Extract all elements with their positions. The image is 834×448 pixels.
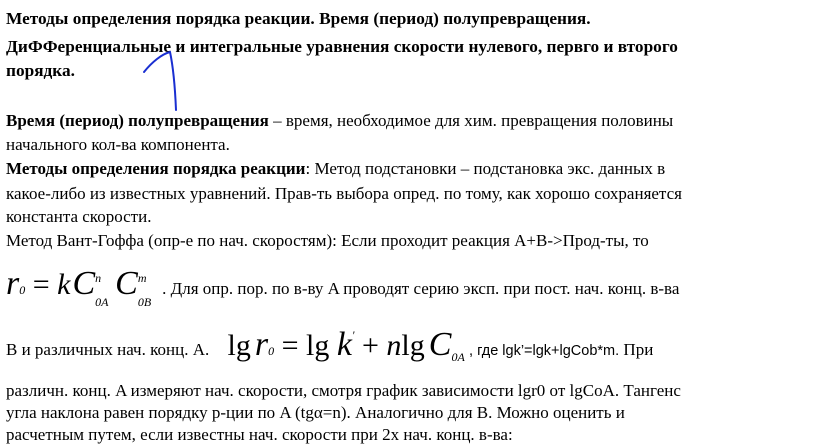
formula-2-lg2: lg [401,329,425,362]
formula-1-sup-m: m [137,271,147,286]
p3-line-5: угла наклона равен порядку р-ции по A (tgα=n). Аналогично для B. Можно оценить и [6,403,625,422]
formula-2-plus: + [354,329,387,362]
p3-line-4: различн. конц. A измеряют нач. скорости, смотря график зависимости lgr0 от lgCoA. Тангенс [6,381,681,400]
formula-1-c-a: C [72,265,96,302]
formula-2-r: r [254,326,269,363]
formula-2-after-small: , где lgk’=lgk+lgCob*m. [469,343,620,359]
formula-2-after: При [619,340,654,359]
formula-1-c-b: C [115,265,138,302]
title-line-3: порядка. [6,61,75,80]
formula-2-lg1: lg [227,329,251,362]
formula-2-n: n [386,329,402,362]
p2-line-1 [6,158,665,179]
formula-2-eq: = lg [274,329,337,362]
p3-line-6: расчетным путем, если известны нач. скорости при 2х нач. конц. в-ва: [6,425,513,444]
formula-1-r-sub: 0 [19,283,26,297]
title-line-1: Методы определения порядка реакции. Время (период) полупревращения. [6,9,591,28]
pen-annotation-mark [140,46,200,116]
formula-2-line [6,322,653,368]
formula-1-sup-n: n [95,271,102,286]
formula-1-k: k [57,268,71,301]
formula-2-k-prime: ' [351,328,355,342]
p2-term: Методы определения порядка реакции [6,159,306,178]
p2-line-2: какое-либо из известных уравнений. Прав-ть выбора опред. по тому, как хорошо сохраняется [6,184,682,203]
formula-1-after: . Для опр. пор. по в-ву A проводят серию эксп. при пост. нач. конц. в-ва [162,279,680,298]
p2-rest: : Метод подстановки – подстановка экс. данных в [305,159,666,178]
p3-line-1: Метод Вант-Гоффа (опр-е по нач. скоростям): Если проходит реакция A+B->Прод-ты, то [6,231,649,250]
formula-2-k: k [336,326,352,363]
p1-line-1 [6,110,673,131]
p1-line-2: начального кол-ва компонента. [6,135,230,154]
formula-1-r: r [6,265,20,302]
formula-1-sub-0b: 0B [137,295,152,310]
formula-1-line [6,262,680,310]
p3-line-3-start: B и различных нач. конц. A. [6,340,210,359]
formula-1 [6,265,162,310]
p1-term: Время (период) полупревращения [6,111,269,130]
title-line-2: ДиФФеренциальные и интегральные уравнения скорости нулевого, первго и второго [6,37,678,56]
p2-line-3: константа скорости. [6,207,152,226]
pen-stroke-path [144,52,176,110]
formula-2 [227,326,469,364]
formula-2-r-sub: 0 [268,344,275,358]
formula-1-sub-0a: 0A [95,295,109,310]
formula-1-eq: = [25,268,58,301]
formula-2-c: C [428,326,452,363]
formula-2-sub-0a: 0A [451,350,465,364]
p1-rest: – время, необходимое для хим. превращения половины [268,111,674,130]
